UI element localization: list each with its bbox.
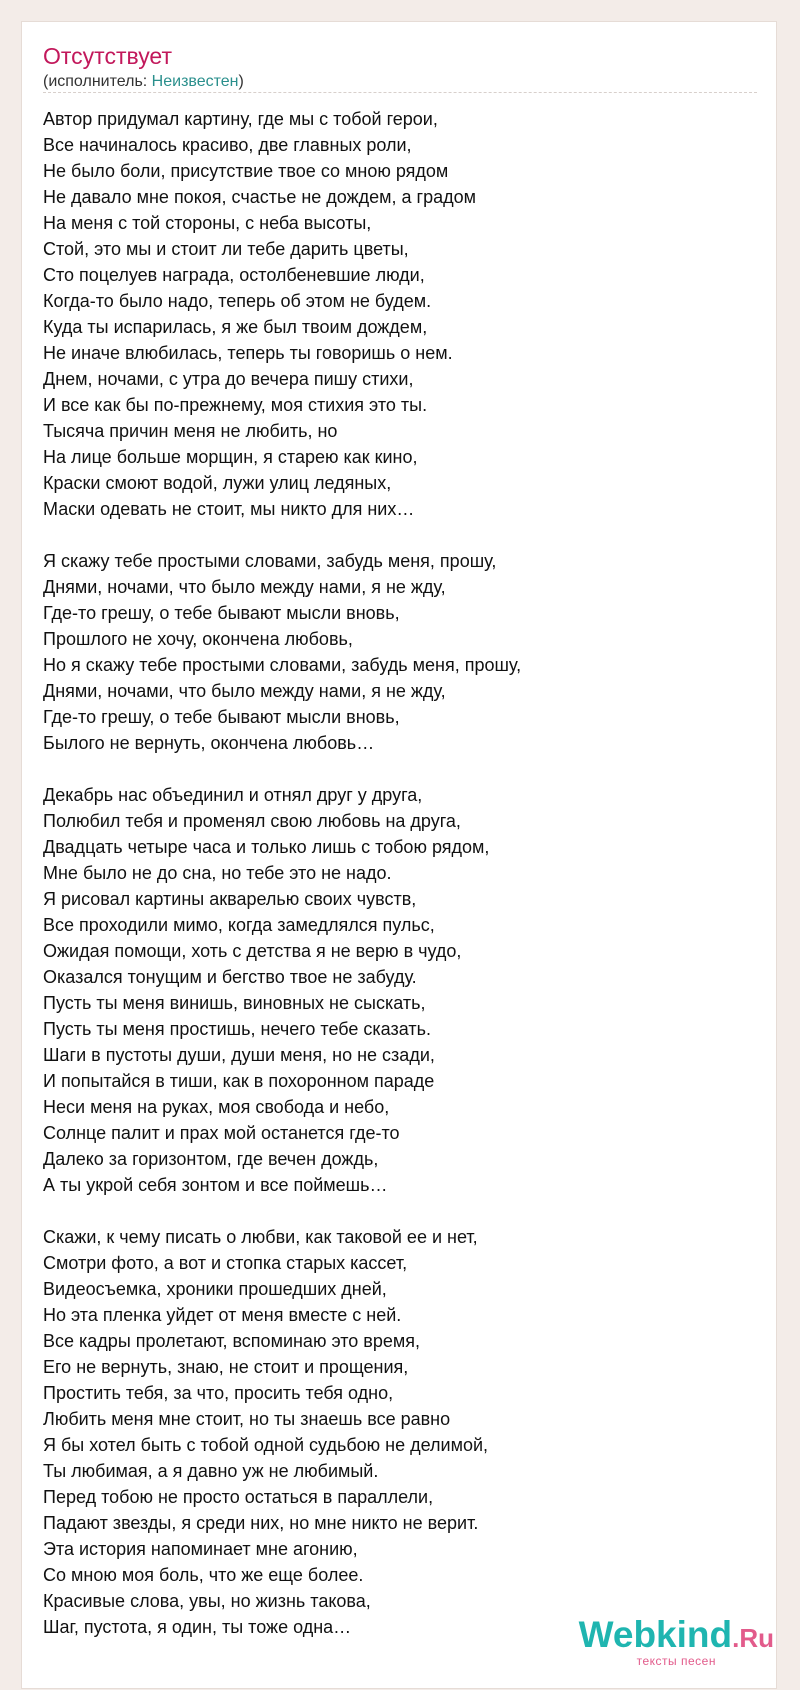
lyric-line: Я бы хотел быть с тобой одной судьбою не делимой,	[43, 1435, 489, 1455]
lyric-line: Тысяча причин меня не любить, но	[43, 421, 338, 441]
lyric-line: Мне было не до сна, но тебе это не надо.	[43, 863, 392, 883]
lyric-line: Падают звезды, я среди них, но мне никто не верит.	[43, 1513, 479, 1533]
lyric-line: Эта история напоминает мне агонию,	[43, 1539, 358, 1559]
lyric-line: Днем, ночами, с утра до вечера пишу стихи,	[43, 369, 414, 389]
lyric-line: Ожидая помощи, хоть с детства я не верю в чудо,	[43, 941, 462, 961]
lyric-line: Любить меня мне стоит, но ты знаешь все равно	[43, 1409, 451, 1429]
lyric-line: Его не вернуть, знаю, не стоит и прощения,	[43, 1357, 409, 1377]
logo-tagline: тексты песен	[636, 1654, 716, 1668]
lyric-line: Солнце палит и прах мой останется где-то	[43, 1123, 400, 1143]
lyric-line: Шаги в пустоты души, души меня, но не сзади,	[43, 1045, 435, 1065]
lyric-line: Маски одевать не стоит, мы никто для них…	[43, 499, 415, 519]
lyric-line: Краски смоют водой, лужи улиц ледяных,	[43, 473, 392, 493]
lyric-line: Смотри фото, а вот и стопка старых кассет,	[43, 1253, 408, 1273]
lyric-line: Со мною моя боль, что же еще более.	[43, 1565, 364, 1585]
lyric-line: Пусть ты меня простишь, нечего тебе сказать.	[43, 1019, 431, 1039]
lyric-line: Перед тобою не просто остаться в параллели,	[43, 1487, 434, 1507]
lyrics-stanza	[43, 106, 757, 522]
lyric-line: Где-то грешу, о тебе бывают мысли вновь,	[43, 603, 400, 623]
lyric-line: Пусть ты меня винишь, виновных не сыскать,	[43, 993, 426, 1013]
lyric-line: Все начиналось красиво, две главных роли,	[43, 135, 412, 155]
artist-suffix: )	[238, 73, 244, 90]
artist-line	[43, 72, 244, 92]
logo-name: Webkind	[578, 1614, 733, 1655]
lyrics-block	[43, 106, 757, 1666]
lyric-line: А ты укрой себя зонтом и все поймешь…	[43, 1175, 388, 1195]
divider	[43, 92, 757, 93]
lyric-line: Все кадры пролетают, вспоминаю это время,	[43, 1331, 420, 1351]
lyric-line: Видеосъемка, хроники прошедших дней,	[43, 1279, 387, 1299]
lyric-line: Днями, ночами, что было между нами, я не жду,	[43, 681, 446, 701]
lyric-line: На меня с той стороны, с неба высоты,	[43, 213, 372, 233]
lyric-line: Не давало мне покоя, счастье не дождем, а градом	[43, 187, 477, 207]
lyric-line: Оказался тонущим и бегство твое не забуду.	[43, 967, 417, 987]
lyric-line: Красивые слова, увы, но жизнь такова,	[43, 1591, 371, 1611]
lyric-line: Ты любимая, а я давно уж не любимый.	[43, 1461, 379, 1481]
lyrics-stanza	[43, 782, 757, 1198]
lyric-line: Простить тебя, за что, просить тебя одно,	[43, 1383, 394, 1403]
lyric-line: И попытайся в тиши, как в похоронном параде	[43, 1071, 435, 1091]
lyrics-stanza	[43, 548, 757, 756]
lyric-line: И все как бы по-прежнему, моя стихия это ты.	[43, 395, 428, 415]
lyric-line: Сто поцелуев награда, остолбеневшие люди,	[43, 265, 425, 285]
lyric-line: Стой, это мы и стоит ли тебе дарить цветы,	[43, 239, 409, 259]
logo-wordmark	[579, 1616, 774, 1657]
lyric-line: Не иначе влюбилась, теперь ты говоришь о нем.	[43, 343, 453, 363]
lyric-line: Я скажу тебе простыми словами, забудь меня, прошу,	[43, 551, 497, 571]
lyric-line: Далеко за горизонтом, где вечен дождь,	[43, 1149, 379, 1169]
song-title: Отсутствует	[43, 43, 172, 69]
lyric-line: Декабрь нас объединил и отнял друг у друга,	[43, 785, 423, 805]
lyric-line: Былого не вернуть, окончена любовь…	[43, 733, 375, 753]
lyric-line: Двадцать четыре часа и только лишь с тобою рядом,	[43, 837, 490, 857]
lyric-line: Когда-то было надо, теперь об этом не будем.	[43, 291, 432, 311]
lyric-line: Шаг, пустота, я один, ты тоже одна…	[43, 1617, 352, 1637]
lyric-line: Но я скажу тебе простыми словами, забудь меня, прошу,	[43, 655, 522, 675]
lyric-line: Где-то грешу, о тебе бывают мысли вновь,	[43, 707, 400, 727]
artist-prefix: (исполнитель:	[43, 73, 152, 90]
lyric-line: Не было боли, присутствие твое со мною рядом	[43, 161, 449, 181]
lyric-line: На лице больше морщин, я старею как кино,	[43, 447, 418, 467]
site-logo[interactable]	[579, 1616, 774, 1667]
lyric-line: Но эта пленка уйдет от меня вместе с ней.	[43, 1305, 402, 1325]
lyric-line: Куда ты испарилась, я же был твоим дождем,	[43, 317, 428, 337]
lyric-line: Днями, ночами, что было между нами, я не жду,	[43, 577, 446, 597]
logo-tld: .Ru	[732, 1623, 774, 1653]
lyric-line: Прошлого не хочу, окончена любовь,	[43, 629, 353, 649]
artist-link[interactable]: Неизвестен	[151, 73, 239, 90]
lyric-line: Неси меня на руках, моя свобода и небо,	[43, 1097, 390, 1117]
lyric-line: Автор придумал картину, где мы с тобой герои,	[43, 109, 438, 129]
lyrics-stanza	[43, 1224, 757, 1640]
lyric-line: Скажи, к чему писать о любви, как таковой ее и нет,	[43, 1227, 478, 1247]
lyric-line: Я рисовал картины акварелью своих чувств,	[43, 889, 417, 909]
lyric-line: Полюбил тебя и променял свою любовь на друга,	[43, 811, 461, 831]
lyric-line: Все проходили мимо, когда замедлялся пульс,	[43, 915, 435, 935]
